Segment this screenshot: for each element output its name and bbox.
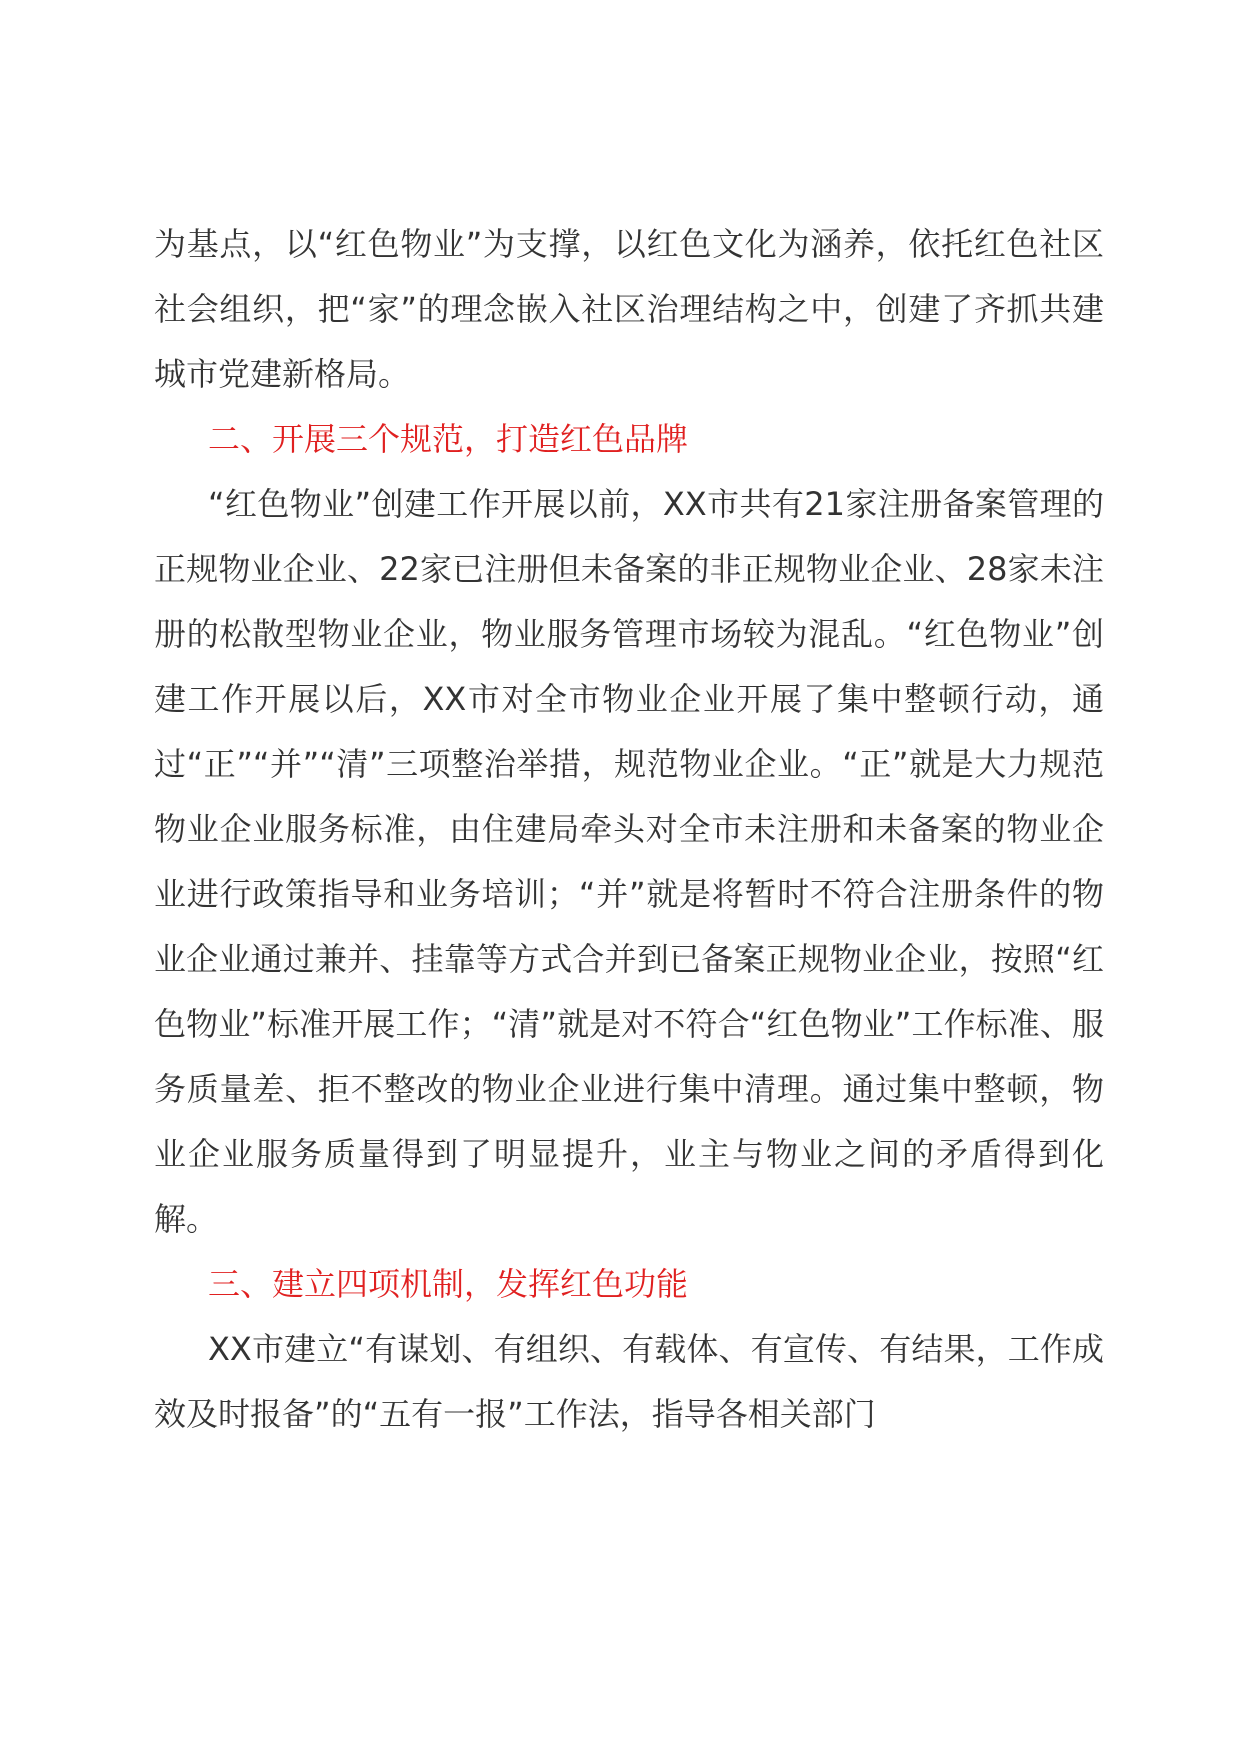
body-paragraph-section-3: XX市建立“有谋划、有组织、有载体、有宣传、有结果，工作成效及时报备”的“五有一报”工作法，指导各相关部门 [154, 1330, 1104, 1433]
body-paragraph-continued: 为基点，以“红色物业”为支撑，以红色文化为涵养，依托红色社区社会组织，把“家”的理念嵌入社区治理结构之中，创建了齐抓共建城市党建新格局。 [154, 225, 1104, 393]
section-heading-2: 二、开展三个规范，打造红色品牌 [208, 420, 689, 458]
document-body [154, 212, 1104, 1447]
body-paragraph-section-2: “红色物业”创建工作开展以前，XX市共有21家注册备案管理的正规物业企业、22家已注册但未备案的非正规物业企业、28家未注册的松散型物业企业，物业服务管理市场较为混乱。“红色物业”创建工作开展以后，XX市对全市物业企业开展了集中整顿行动，通过“正”“并”“清”三项整治举措，规范物业企业。“正”就是大力规范物业企业服务标准，由住建局牵头对全市未注册和未备案的物业企业进行政策指导和业务培训；“并”就是将暂时不符合注册条件的物业企业通过兼并、挂靠等方式合并到已备案正规物业企业，按照“红色物业”标准开展工作；“清”就是对不符合“红色物业”工作标准、服务质量差、拒不整改的物业企业进行集中清理。通过集中整顿，物业企业服务质量得到了明显提升，业主与物业之间的矛盾得到化解。 [154, 485, 1104, 1238]
section-heading-3: 三、建立四项机制，发挥红色功能 [208, 1265, 689, 1303]
